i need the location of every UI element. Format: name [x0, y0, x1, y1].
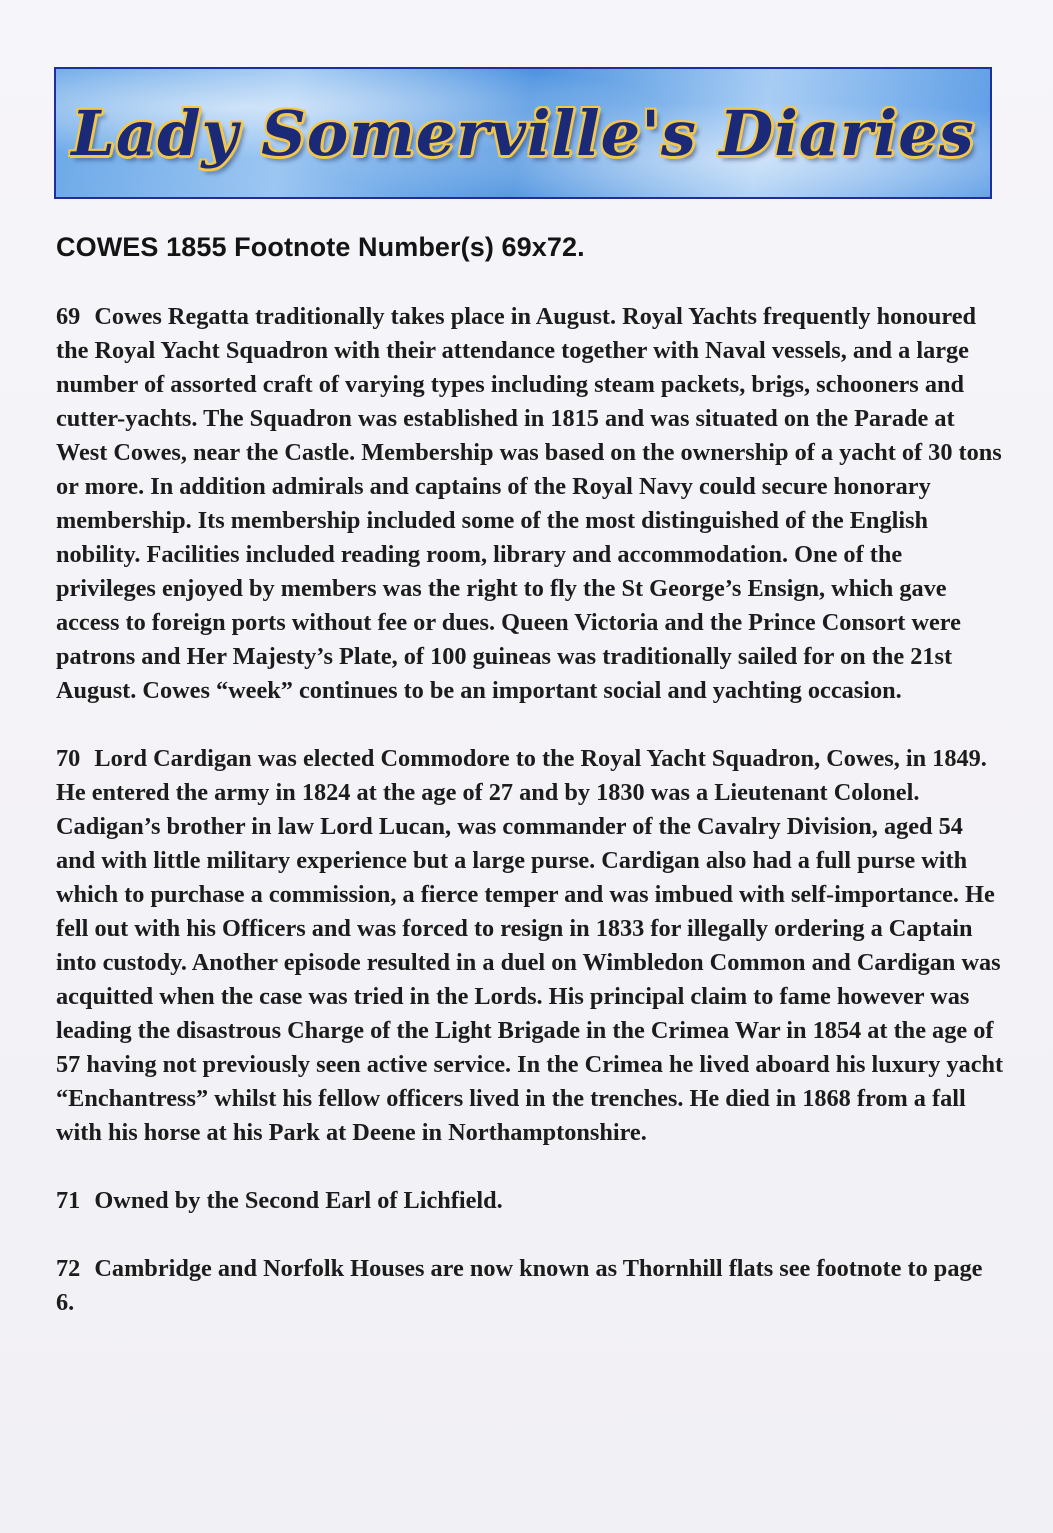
footnote-number: 71 [56, 1187, 81, 1214]
footnote-number: 70 [56, 745, 81, 772]
footnote-70 [56, 742, 1006, 1150]
banner-title: Lady Somerville's Diaries [71, 96, 975, 170]
footnote-69 [56, 300, 1006, 708]
footnote-text: Owned by the Second Earl of Lichfield. [94, 1187, 503, 1214]
title-banner [54, 67, 992, 199]
footnotes-body [56, 300, 1006, 1354]
footnote-number: 72 [56, 1255, 81, 1282]
footnote-71 [56, 1184, 1006, 1218]
footnote-72 [56, 1252, 1006, 1320]
footnote-text: Cambridge and Norfolk Houses are now known as Thornhill flats see footnote to page 6. [56, 1255, 983, 1316]
footnote-number: 69 [56, 303, 81, 330]
page-heading: COWES 1855 Footnote Number(s) 69x72. [56, 232, 585, 262]
footnote-text: Cowes Regatta traditionally takes place in August. Royal Yachts frequently honoured the Royal Yacht Squadron with their attendance together with Naval vessels, and a large number of assorted craft of varying types including steam packets, brigs, schooners and cutter-yachts. The Squadron was established in 1815 and was situated on the Parade at West Cowes, near the Castle. Membership was based on the ownership of a yacht of 30 tons or more. In addition admirals and captains of the Royal Navy could secure honorary membership. Its membership included some of the most distinguished of the English nobility. Facilities included reading room, library and accommodation. One of the privileges enjoyed by members was the right to fly the St George’s Ensign, which gave access to foreign ports without fee or dues. Queen Victoria and the Prince Consort were patrons and Her Majesty’s Plate, of 100 guineas was traditionally sailed for on the 21st August. Cowes “week” continues to be an important social and yachting occasion. [56, 303, 1002, 704]
footnote-text: Lord Cardigan was elected Commodore to the Royal Yacht Squadron, Cowes, in 1849. He entered the army in 1824 at the age of 27 and by 1830 was a Lieutenant Colonel. Cadigan’s brother in law Lord Lucan, was commander of the Cavalry Division, aged 54 and with little military experience but a large purse. Cardigan also had a full purse with which to purchase a commission, a fierce temper and was imbued with self-importance. He fell out with his Officers and was forced to resign in 1833 for illegally ordering a Captain into custody. Another episode resulted in a duel on Wimbledon Common and Cardigan was acquitted when the case was tried in the Lords. His principal claim to fame however was leading the disastrous Charge of the Light Brigade in the Crimea War in 1854 at the age of 57 having not previously seen active service. In the Crimea he lived aboard his luxury yacht “Enchantress” whilst his fellow officers lived in the trenches. He died in 1868 from a fall with his horse at his Park at Deene in Northamptonshire. [56, 745, 1004, 1146]
